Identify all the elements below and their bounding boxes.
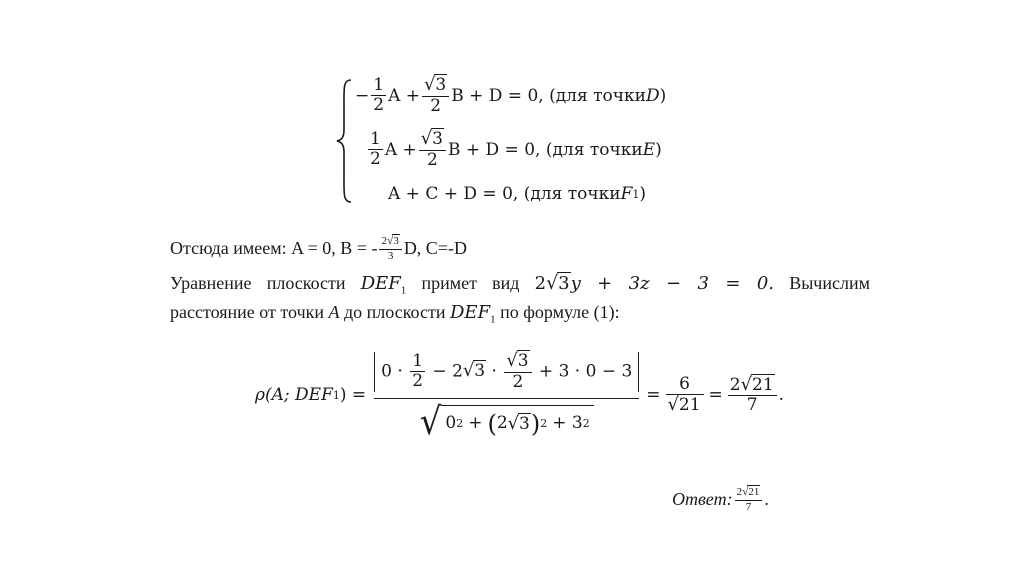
formula-lhs: ρ(A; DEF	[255, 385, 333, 406]
absolute-value: 0 · $\frac{1}{2}$ − 2√3 · $\frac{√3}{2}$ + 3 · 0 − 3	[374, 352, 639, 392]
system-row-1: − $\frac{1}{2}$ A + $\frac{√3}{2}$ B + D = 0, (для точки D )	[355, 74, 667, 116]
answer-fraction: $\frac{2√21}{7}$	[735, 486, 763, 513]
system-brace	[335, 78, 355, 204]
point-label: E	[642, 139, 656, 160]
answer-line: Ответ: $\frac{2√21}{7}$ .	[672, 486, 769, 513]
denominator-sqrt: √ 0 2 + ( 2 √3 ) 2 + 3 2	[420, 405, 594, 439]
distance-formula: ρ(A; DEF 1 ) = 0 · $\frac{1}{2}$ − 2√3 · $\frac{√3}{2}$ + 3 · 0 − 3 √ 0 2 + ( 2 √3 ) 2 + 3 2 = $\frac{6}{√21}$ = $\frac{2√21}{7}$ .	[255, 350, 785, 444]
answer-label: Ответ:	[672, 489, 733, 510]
hence-line: Отсюда имеем: A = 0, B = - $\frac{2√3}{3}$ D, C=-D	[170, 235, 467, 262]
system-row-3: A + C + D = 0, (для точки F 1 )	[388, 184, 646, 204]
plane-equation: 2√3y + 3z − 3 = 0.	[534, 272, 775, 294]
fraction-sqrt3-over-2: $\frac{√3}{2}$	[422, 76, 449, 116]
minus-sign: −	[355, 85, 370, 106]
fraction-sqrt3-over-2: $\frac{√3}{2}$	[419, 130, 446, 170]
fraction-one-half: $\frac{1}{2}$	[373, 74, 385, 116]
fraction-2sqrt3-over-3: $\frac{2√3}{3}$	[379, 235, 401, 262]
system-row-2: $\frac{1}{2}$ A + $\frac{√3}{2}$ B + D = 0, (для точки E )	[370, 128, 662, 170]
result-fraction-2: $\frac{2√21}{7}$	[728, 376, 777, 416]
result-fraction-1: $\frac{6}{√21}$	[666, 376, 704, 416]
point-label: F	[620, 184, 633, 204]
fraction-one-half: $\frac{1}{2}$	[370, 128, 381, 170]
point-label: D	[645, 85, 660, 106]
paragraph-line-1: Уравнение плоскости $DEF_1$ примет вид 2√3y + 3z − 3 = 0. Вычислим	[170, 272, 870, 297]
paragraph-line-2: расстояние от точки A до плоскости $DEF_1$ по формуле (1):	[170, 302, 620, 326]
